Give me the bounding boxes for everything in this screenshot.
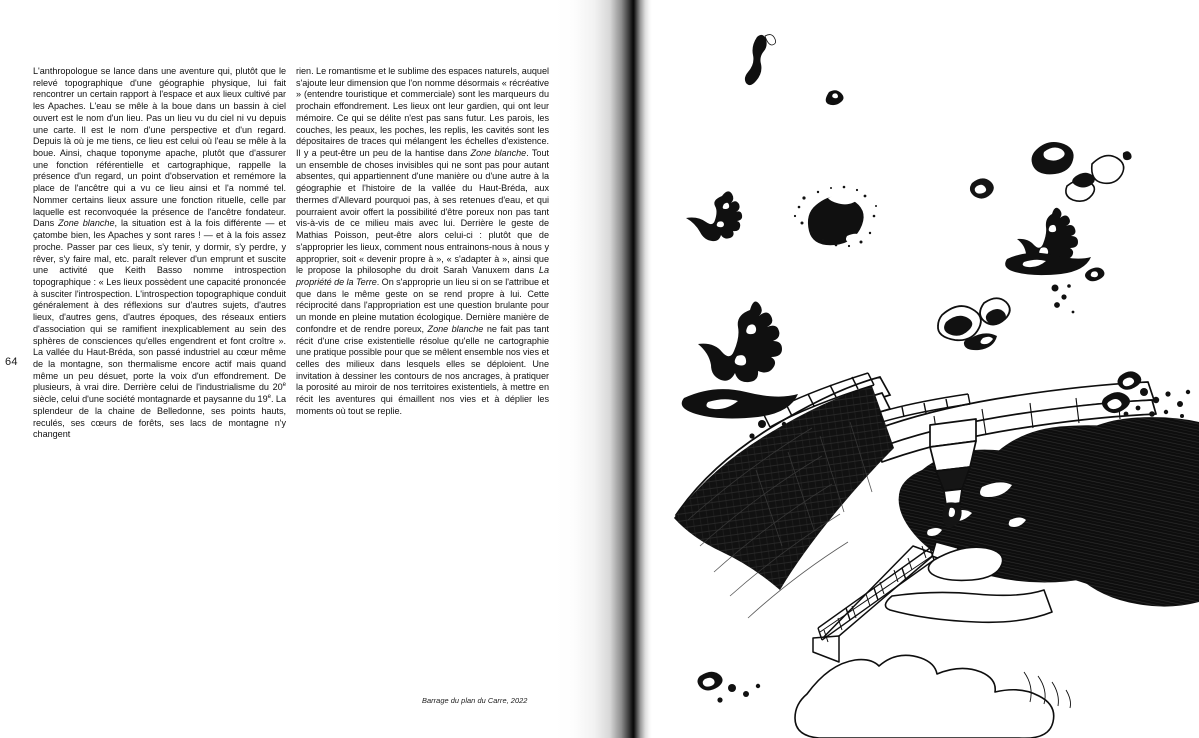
dam-illustration-svg [652,0,1199,738]
body-text-column-right: rien. Le romantisme et le sublime des espaces naturels, auquel s'ajoute leur dimension que l'on nomme désormais « récréative » (entendre touristique et commerciale) sont les marqueurs du prochain effondrement. Les lieux ont leur gardien, qui ont leur mémoire. Ce qui se délite n'est pas sans futur. Les parois, les couches, les peaux, les poches, les replis, les cavités sont les dépositaires de traces qui mélangent les échelles d'existence. Il y a peut-être un peu de la hantise dans Zone blanche. Tout un ensemble de choses invisibles qui ne sont pas pour autant absentes, qui appartiennent d'une manière ou d'une autre à la géographie et l'histoire de la vallée du Haut-Bréda, aux thermes d'Allevard pourquoi pas, à ses retenues d'eau, et qui pourraient avoir offert la possibilité d'être poreux non pas tant vis-à-vis de ce milieu mais avec lui. Derrière le geste de Mathias Poisson, peut-être alors celui-ci : plutôt que de s'approprier les lieux, comment nous entrainons-nous à nous y approprier, soit « devenir propre à », « s'adapter à », ainsi que le propose la philosophe du droit Sarah Vanuxem dans La propriété de la Terre. On s'approprie un lieu si on se l'attribue et que dans le même geste on se rend propre à lui. Cette réciprocité dans l'appropriation est une question brulante pour un monde en pleine mutation écologique. Dernière manière de confondre et de rendre poreux, Zone blanche ne fait pas tant récit d'une crise existentielle résolue qu'elle ne cartographie une pratique possible pour que se mêlent ensemble nos vies et celles des milieux dans lesquels elles se déploient. Une invitation à dessiner les contours de nos ancrages, à pratiquer la porosité au miroir de nos territoires existentiels, à mettre en récit les aventures qui émaillent nos vies et à déplier les moments où tout se replie. [296,66,550,416]
figure-caption: Barrage du plan du Carre, 2022 [422,696,528,705]
book-gutter [556,0,652,738]
dam-illustration [652,0,1199,738]
right-page [652,0,1199,738]
left-page [0,0,556,738]
page-number-left: 64 [5,356,18,368]
body-text-column-left: L'anthropologue se lance dans une aventure qui, plutôt que le relevé topographique d'une géographie physique, lui fait rencontrer un certain rapport à l'espace et aux lieux cultivé par les Apaches. L'eau se mêle à la boue dans un bassin à ciel ouvert est le nom d'un lieu. Pas un lieu vu du ciel ni vu depuis une carte. Il est le nom d'une perspective et d'un regard. Depuis là où je me tiens, ce lieu est celui où l'eau se mêle à la boue. Ainsi, chaque toponyme apache, plutôt que d'assurer une fonction référentielle et cartographique, rappelle la présence d'un regard, un point d'observation et remémore la place de l'ancêtre qui a vu ce lieu ainsi et l'a nommé tel. Nommer certains lieux assure une fonction rituelle, celle par laquelle est reconvoquée la présence de l'ancêtre fondateur. Dans Zone blanche, la situation est à la fois différente — et çatombe bien, les Apaches y sont rares ! — et à la fois assez proche. Passer par ces lieux, s'y tenir, y dormir, s'y perdre, y rêver, s'y faire mal, etc. paraît relever d'un emprunt et suscite une activité que Keith Basso nomme introspection topographique : « Les lieux possèdent une capacité prononcée à susciter l'introspection. L'introspection topographique conduit généralement à des réflexions sur d'autres sujets, d'autres lieux, d'autres gens, d'autres époques, des réseaux entiers d'association qui se ramifient inexplicablement au sein des sphères de consciences qu'elles engendrent et font croître ». La vallée du Haut-Bréda, son passé industriel au cœur même de la montagne, son thermalisme encore actif mais quand même un peu désuet, porte la voix d'un effondrement. De plusieurs, à vrai dire. Derrière celui de l'industrialisme du 20e siècle, celui d'une société montagnarde et paysanne du 19e. La splendeur de la chaine de Belledonne, ses points hauts, reculés, ses cœurs de forêts, ses lacs de montagne n'y changent [33,66,286,440]
